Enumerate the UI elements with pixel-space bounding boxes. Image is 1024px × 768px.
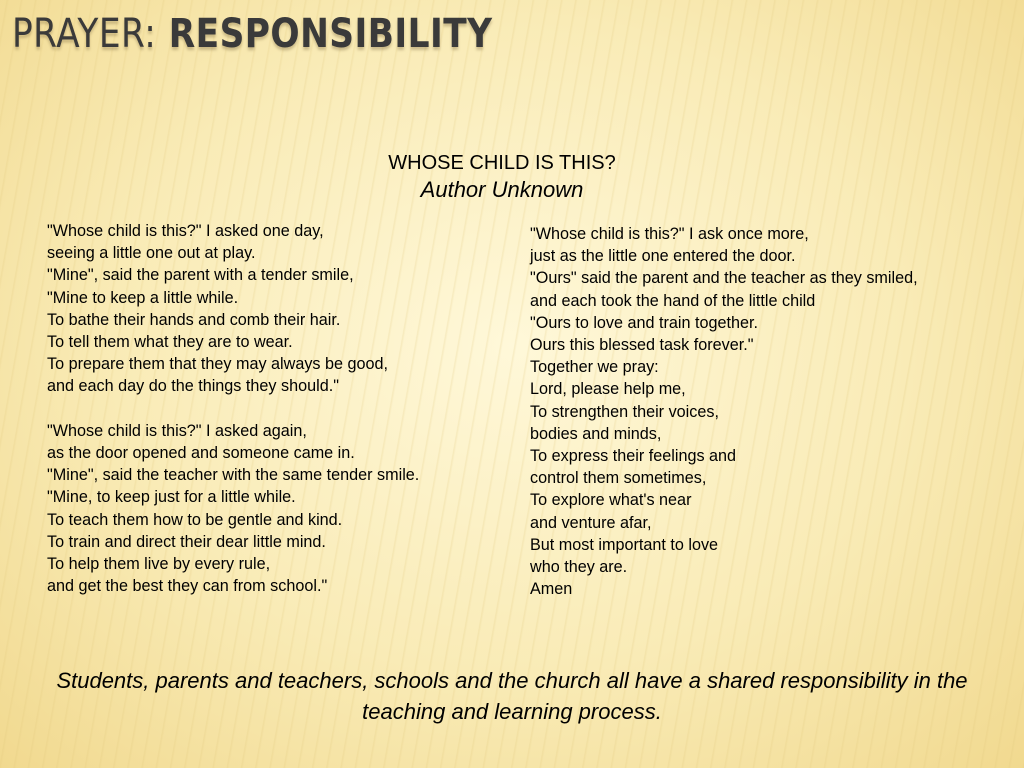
poem-author: Author Unknown xyxy=(420,177,584,202)
poem-line: To teach them how to be gentle and kind. xyxy=(47,510,343,529)
poem-line: "Ours" said the parent and the teacher as they smiled, xyxy=(530,269,918,288)
poem-line: bodies and minds, xyxy=(530,424,662,443)
poem-line: "Mine to keep a little while. xyxy=(47,288,239,307)
poem-heading xyxy=(0,150,1004,204)
poem-line: and each day do the things they should." xyxy=(47,377,339,396)
poem-line: control them sometimes, xyxy=(530,469,707,488)
poem-line: Amen xyxy=(530,580,573,599)
poem-line: But most important to love xyxy=(530,535,719,554)
poem-line: Lord, please help me, xyxy=(530,380,686,399)
poem-line: and venture afar, xyxy=(530,513,652,532)
poem-line: To prepare them that they may always be good, xyxy=(47,355,389,374)
poem-line: "Mine", said the parent with a tender smile, xyxy=(47,266,354,285)
poem-line: "Mine, to keep just for a little while. xyxy=(47,488,296,507)
footer-caption: Students, parents and teachers, schools and the church all have a shared responsibility in the teaching and learning process. xyxy=(56,668,968,724)
poem-line: Together we pray: xyxy=(530,358,659,377)
poem-line: seeing a little one out at play. xyxy=(47,244,256,263)
poem-left-column xyxy=(47,220,457,597)
poem-line: just as the little one entered the door. xyxy=(530,247,796,266)
slide-title xyxy=(12,11,493,57)
poem-line: and each took the hand of the little child xyxy=(530,291,816,310)
poem-line: "Whose child is this?" I ask once more, xyxy=(530,225,809,243)
poem-line: "Whose child is this?" I asked one day, xyxy=(47,222,324,240)
poem-right-column xyxy=(530,223,1000,600)
poem-line: who they are. xyxy=(530,558,628,577)
poem-title: WHOSE CHILD IS THIS? xyxy=(388,152,616,174)
poem-line: To train and direct their dear little mind. xyxy=(47,532,326,551)
poem-line: To help them live by every rule, xyxy=(47,555,271,574)
poem-line: Ours this blessed task forever." xyxy=(530,336,754,355)
slide-title-main: RESPONSIBILITY xyxy=(168,11,493,57)
poem-line: and get the best they can from school." xyxy=(47,577,328,596)
poem-line: "Ours to love and train together. xyxy=(530,313,759,332)
slide-title-prefix: PRAYER: xyxy=(12,11,157,57)
poem-stanza xyxy=(530,223,1000,600)
poem-line: To strengthen their voices, xyxy=(530,402,719,421)
poem-line: as the door opened and someone came in. xyxy=(47,444,355,463)
poem-line: To express their feelings and xyxy=(530,447,737,466)
poem-line: To bathe their hands and comb their hair. xyxy=(47,310,341,329)
poem-line: "Mine", said the teacher with the same tender smile. xyxy=(47,466,420,485)
poem-line: To tell them what they are to wear. xyxy=(47,333,293,352)
poem-line: To explore what's near xyxy=(530,491,692,510)
poem-stanza xyxy=(47,420,457,598)
poem-line: "Whose child is this?" I asked again, xyxy=(47,421,307,440)
poem-stanza xyxy=(47,220,457,398)
